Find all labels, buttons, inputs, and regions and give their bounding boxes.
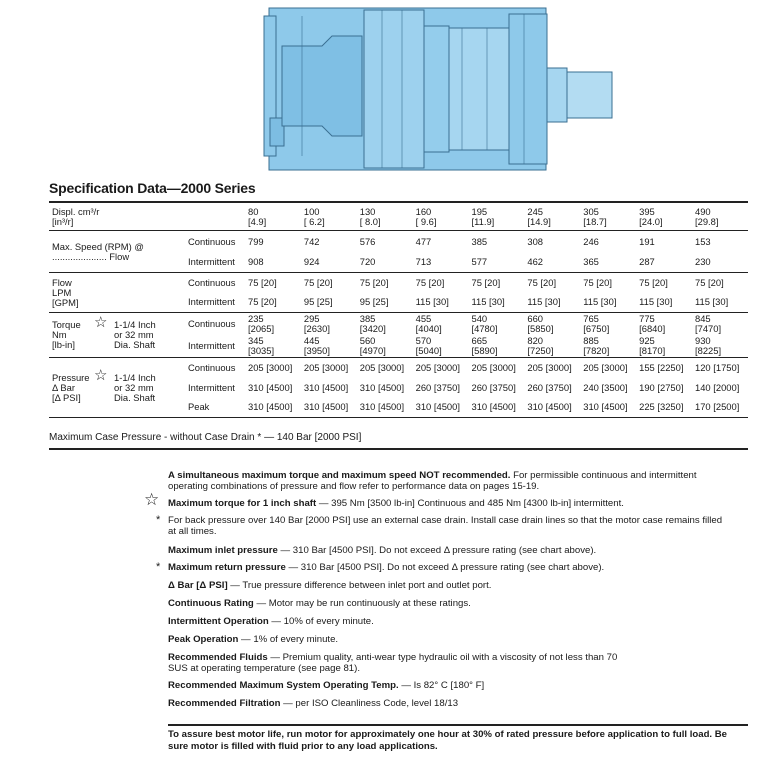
table-row: Displ. cm³/r [in³/r] 80 [4.9] 100 [ 6.2] 130 [ 8.0] 160 [ 9.6] 195 [11.9] 245 [14.9] 305 [18.7] 395 [24.0] 490 [29.8] [49, 202, 748, 231]
note-delta-bar: Δ Bar [Δ PSI] — True pressure difference between inlet port and outlet port. [168, 580, 492, 591]
note-intermittent: Intermittent Operation — 10% of every minute. [168, 616, 374, 627]
table-row: Intermittent 75 [20] 95 [25] 95 [25] 115 [30] 115 [30] 115 [30] 115 [30] 115 [30] 115 [30] [188, 296, 729, 308]
note-back-pressure: * For back pressure over 140 Bar [2000 PSI] use an external case drain. Install case drain lines so that the motor case remains filled at all times. [156, 514, 723, 537]
note-return-pressure: * Maximum return pressure — 310 Bar [4500 PSI]. Do not exceed Δ pressure rating (see chart above). [156, 561, 605, 573]
star-icon: ☆ [94, 314, 108, 331]
page-title: Specification Data—2000 Series [49, 180, 256, 196]
table-row: Peak 310 [4500] 310 [4500] 310 [4500] 310 [4500] 310 [4500] 310 [4500] 310 [4500] 225 [3250] 170 [2500] [188, 401, 740, 413]
note-filtration: Recommended Filtration — per ISO Cleanliness Code, level 18/13 [168, 698, 459, 709]
note-temperature: Recommended Maximum System Operating Temp. — Is 82° C [180° F] [168, 680, 485, 691]
table-row: Intermittent 345 [3035] 445 [3950] 560 [4970] 570 [5040] 665 [5890] 820 [7250] 885 [7820] 925 [8170] 930 [8225] [188, 335, 722, 356]
note-continuous-rating: Continuous Rating — Motor may be run continuously at these ratings. [168, 598, 471, 609]
note-simultaneous: A simultaneous maximum torque and maximum speed NOT recommended. For permissible continuous and intermittent operating combinations of pressure and flow refer to performance data on pages 15-19. [168, 470, 697, 492]
divider [49, 448, 748, 450]
hydraulic-motor-illustration [262, 6, 622, 174]
table-row: Max. Speed (RPM) @ ..................... Flow Continuous 799 742 576 477 385 308 246 191 153 [49, 231, 748, 253]
star-icon: ☆ [144, 490, 160, 509]
asterisk-icon: * [156, 561, 161, 573]
table-row: Torque Nm [lb-in] ☆ 1-1/4 Inch or 32 mm Dia. Shaft Continuous 235 [2065] 295 [2630] 385 [3420] 455 [4040] 540 [4780] 660 [5850] 765 [6750] 775 [6840] 845 [7470] [49, 313, 748, 336]
asterisk-icon: * [156, 514, 161, 526]
note-inlet-pressure: Maximum inlet pressure — 310 Bar [4500 PSI]. Do not exceed Δ pressure rating (see chart above). [168, 545, 597, 556]
table-row: Intermittent 908 924 720 713 577 462 365 287 230 [188, 256, 711, 268]
table-row: Flow LPM [GPM] Continuous 75 [20] 75 [20] 75 [20] 75 [20] 75 [20] 75 [20] 75 [20] 75 [20] 75 [20] [49, 273, 748, 293]
case-pressure-note: Maximum Case Pressure - without Case Drain * — 140 Bar [2000 PSI] [49, 432, 362, 443]
spec-table [49, 201, 748, 418]
note-peak: Peak Operation — 1% of every minute. [168, 634, 339, 645]
table-row: Intermittent 310 [4500] 310 [4500] 310 [4500] 260 [3750] 260 [3750] 260 [3750] 240 [3500] 190 [2750] 140 [2000] [188, 381, 740, 393]
table-row: Pressure Δ Bar [Δ PSI] ☆ 1-1/4 Inch or 32 mm Dia. Shaft Continuous 205 [3000] 205 [3000] 205 [3000] 205 [3000] 205 [3000] 205 [3000] 205 [3000] 155 [2250] 120 [1750] [49, 358, 748, 378]
note-torque-1inch: ☆ Maximum torque for 1 inch shaft — 395 Nm [3500 lb-in] Continuous and 485 Nm [4300 lb-in] intermittent. [144, 490, 624, 509]
star-icon: ☆ [94, 366, 108, 384]
final-note: To assure best motor life, run motor for approximately one hour at 30% of rated pressure before application to full load. Be sure motor is filled with fluid prior to any load applications. [168, 724, 748, 753]
note-fluids: Recommended Fluids — Premium quality, anti-wear type hydraulic oil with a viscosity of not less than 70 SUS at operating temperature (see page 81). [168, 652, 618, 674]
